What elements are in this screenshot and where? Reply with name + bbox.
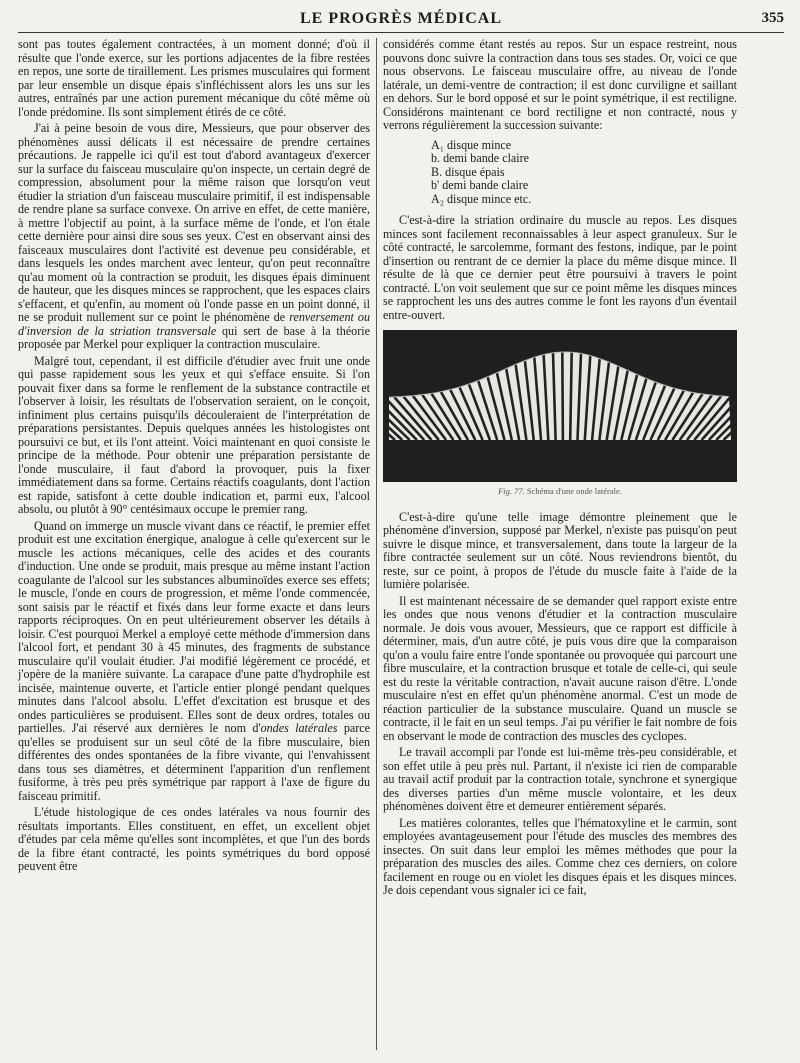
- right-paragraph-4: Il est maintenant nécessaire de se demander quel rapport existe entre les ondes que nous venons d'étudier et la contraction musculaire normale. Je dois vous avouer, Messieurs, que ce rapport est difficile à déterminer, mais, d'un autre côté, je puis vous dire que la comparaison qu'on a voulu faire entre l'onde spontanée ou provoquée qui parcourt une fibre musculaire, et la contraction brusque et totale de celle-ci, qui seule est du reste la véritable contraction, n'avait aucune raison d'être. L'onde musculaire n'est en effet qu'un phénomène anormal. C'est un mode de réaction particulier de la substance musculaire. Quand un muscle se contracte, il le fait en un seul temps. J'ai pu vérifier le fait nombre de fois en observant le mode de contraction des muscles des cyclopes.: [383, 593, 737, 743]
- left-paragraph-3: Malgré tout, cependant, il est difficile d'étudier avec fruit une onde qui passe rapidement sous les yeux et qui s'efface ensuite. Si l'on pouvait fixer dans sa forme le renflement de la substance contractile et l'observer à loisir, les résultats de l'observation seraient, on le conçoit, infiniment plus certains puisqu'ils découleraient de l'interprétation de préparations persistantes. Depuis quelques années les histologistes ont poursuivi ce but, et ils l'ont atteint. Voici maintenant en quoi consiste le principe de la méthode. Pour obtenir une préparation persistante de l'onde musculaire, il faut d'abord la provoquer, puis la fixer immédiatement dans sa forme. Certains réactifs coagulants, dont l'action est rapide, satisfont à cette double indication et, parmi eux, l'alcool absolu, ou plutôt à 90° centésimaux occupe le premier rang.: [18, 353, 370, 516]
- lateral-wave-schematic: [383, 330, 737, 482]
- right-paragraph-3: C'est-à-dire qu'une telle image démontre pleinement que le phénomène d'inversion, supposé par Merkel, n'existe pas puisqu'on peut suivre le disque mince, et transversalement, dans toute la largeur de la fibre contractée seulement sur un côté. Nous reviendrons bientôt, du reste, sur ce point, à propos de l'étude du muscle faite à l'aide de la lumière polarisée.: [383, 509, 737, 591]
- sequence-item: b. demi bande claire: [431, 151, 530, 165]
- striation-line: [570, 352, 572, 440]
- right-paragraph-2: C'est-à-dire la striation ordinaire du muscle au repos. Les disques minces sont facilement reconnaissables à leur aspect granuleux. Sur le côté contracté, le sarcolemme, formant des festons, indique, par le point d'insertion ou rentrant de ce dernier la place du même disque mince. Il résulte de là que ce dernier peut être poursuivi à travers le point contracté. L'on voit seulement que sur ce point même les disques minces se rapprochent les uns des autres comme le font les rayons d'un éventail entre-ouvert.: [383, 213, 737, 322]
- left-paragraph-5: L'étude histologique de ces ondes latérales va nous fournir des résultats importants. Elles constituent, en effet, un excellent objet d'études par cela même qu'elles sont incomplètes, et que l'un des bords de la fibre étant contracté, les points symétriques du bord opposé peuvent être: [18, 805, 370, 873]
- figure-caption-text: Schéma d'une onde latérale.: [526, 486, 622, 496]
- figure-number: Fig. 77.: [498, 486, 525, 496]
- journal-title: LE PROGRÈS MÉDICAL: [299, 10, 503, 27]
- sequence-item: A₁ disque mince: [431, 137, 512, 152]
- left-column: [18, 38, 370, 877]
- figure-77: [383, 330, 737, 499]
- striation-line: [562, 352, 563, 440]
- emphasis-ondes-laterales: ondes latérales: [260, 721, 338, 735]
- figure-caption: [383, 485, 737, 499]
- sequence-item: b' demi bande claire: [431, 178, 529, 192]
- left-paragraph-1: sont pas toutes également contractées, à un moment donné; d'où il résulte que l'onde exerce, sur les portions adjacentes de la fibre restées en repos, une sorte de tiraillement. Les prismes musculaires qui forment par leur ensemble un disque épais s'infléchissent alors les uns sur les autres, entraînés par une action purement mécanique du côté même où l'onde prédomine. Ils sont simplement étirés de ce côté.: [18, 37, 370, 119]
- left-paragraph-2: J'ai à peine besoin de vous dire, Messieurs, que pour observer des phénomènes aussi délicats il est nécessaire de prendre certaines précautions. Je rappelle ici qu'il est tout d'abord avantageux d'exercer sur la surface du faisceau musculaire qu'on inspecte, un certain degré de compression, absolument pour la même raison que lorsqu'on veut étudier la striation d'un faisceau musculaire primitif, il est indispensable de rendre plane sa surface convexe. On arrive en effet, de cette manière, à mettre l'objectif au point, à la surface même de l'onde, et l'on étale cette dernière pour ainsi dire sous ses yeux. C'est en observant ainsi des faisceaux musculaires dont l'activité est devenue peu considérable, et dans lesquels les ondes marchent avec lenteur, qu'on peut reconnaître qu'au moment où la contraction se produit, les disques épais diminuent de hauteur, que les disques minces se rapprochent, que les espaces clairs s'effacent, et qu'enfin, au moment où l'onde passe en un point donné, il ne se produit nullement sur ce point le phénomène de renversement ou d'inversion de la striation transversale qui sert de base à la théorie proposée par Merkel pour expliquer la contraction musculaire.: [18, 121, 370, 351]
- emphasis-inversion: renversement ou d'inversion de la striation transversale: [18, 310, 370, 338]
- right-column: [383, 38, 737, 901]
- sequence-item: A₂ disque mince etc.: [431, 191, 532, 206]
- page-number: 355: [761, 10, 784, 26]
- right-paragraph-6: Les matières colorantes, telles que l'hématoxyline et le carmin, sont employées avantageusement pour l'étude des muscles des membres des insectes. On suit dans leur emploi les mêmes méthodes que pour la préparation des muscles des ailes. Comme chez ces derniers, on colore facilement en rouge ou en violet les disques épais et les disques minces. Je dois cependant vous signaler ici ce fait,: [383, 815, 737, 897]
- right-paragraph-1: considérés comme étant restés au repos. Sur un espace restreint, nous pouvons donc suivre la contraction dans tous ses stades. Or, voici ce que nous observons. Le faisceau musculaire offre, au niveau de l'onde latérale, un demi-ventre de contraction; il est donc curviligne et saillant en dehors. Sur le bord opposé et sur le point symétrique, il est rectiligne. Considérons maintenant ce bord rectiligne et non contracté, nous y verrons régulièrement la succession suivante:: [383, 37, 737, 132]
- striation-sequence: [431, 139, 737, 207]
- running-header: [18, 10, 784, 33]
- sequence-item: B. disque épais: [431, 164, 505, 179]
- left-paragraph-4: Quand on immerge un muscle vivant dans ce réactif, le premier effet produit est une excitation énergique, analogue à celle qu'exercent sur le muscle les actions mécaniques, celle des acides et des courants d'induction. Une onde se produit, mais presque au même instant l'action coagulante de l'alcool sur les substances albuminoïdes exerce ses effets; le muscle, l'onde en cours de progression, et même l'onde commencée, sont saisis par le réactif et fixés dans leur forme exacte et dans leurs rapports réciproques. On en peut ultérieurement observer les détails à loisir. C'est pourquoi Merkel a employé cette méthode d'immersion dans l'alcool fort, et pendant 30 à 45 minutes, des fragments de substance musculaire qu'il voulait étudier. J'ai modifié légèrement ce procédé, et j'opère de la manière suivante. La carapace d'une patte d'hydrophile est incisée, maintenue ouverte, et l'article entier plongé pendant quelques minutes dans l'alcool absolu. L'effet d'excitation est brusque et des ondes particulières se produisent. Elles sont de deux ordres, totales ou partielles. J'ai réservé aux dernières le nom d'ondes latérales parce qu'elles se produisent sur un seul côté de la fibre musculaire, bien différentes des ondes spontanées de la fibre vivante, qui l'envahissent dans tous ses diamètres, et déterminent l'apparition d'un renflement fusiforme, à très peu près symétrique par rapport à l'axe de figure du faisceau primitif.: [18, 518, 370, 803]
- right-paragraph-5: Le travail accompli par l'onde est lui-même très-peu considérable, et son effet utile à peu près nul. Partant, il n'existe ici rien de comparable au travail actif produit par la contraction totale, synchrone et synergique des diverses parties d'un même muscle volontaire, et les deux phénomènes doivent être et demeurer entièrement séparés.: [383, 745, 737, 813]
- column-divider: [376, 38, 377, 1050]
